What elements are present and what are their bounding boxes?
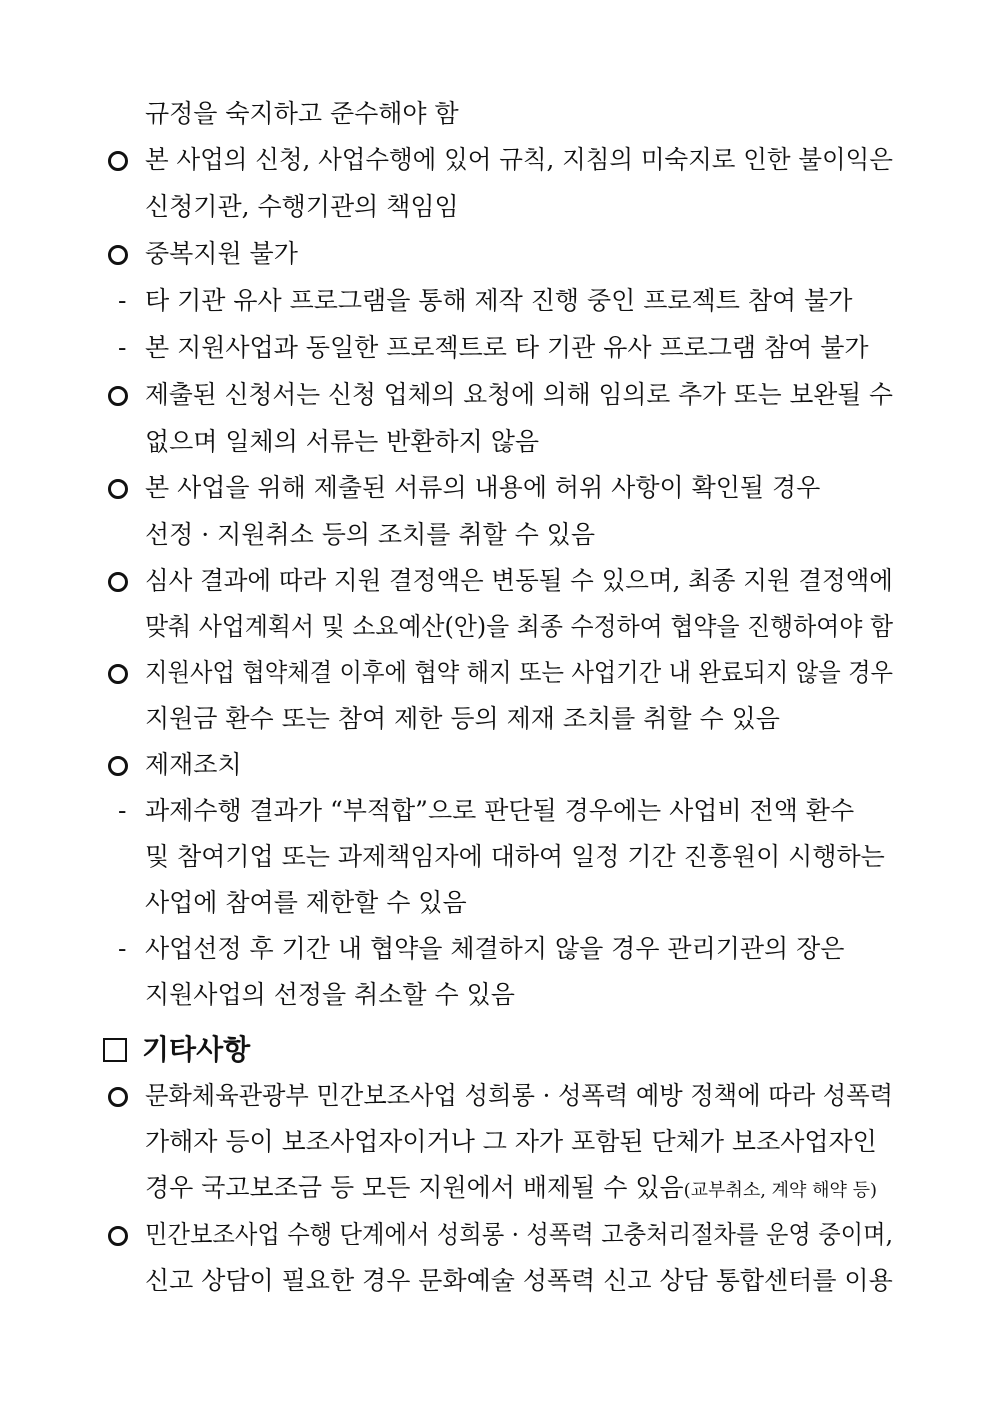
paragraph-note-text: (교부취소, 계약 해약 등) <box>683 1180 878 1201</box>
bullet-text: 중복지원 불가 <box>145 239 298 268</box>
text-line <box>0 512 992 558</box>
paragraph-text: 지원사업의 선정을 취소할 수 있음 <box>145 980 515 1009</box>
dash-item <box>0 278 992 324</box>
bullet-text: 지원사업 협약체결 이후에 협약 해지 또는 사업기간 내 완료되지 않을 경우 <box>145 658 894 687</box>
bullet-item <box>0 650 992 696</box>
bullet-text: 민간보조사업 수행 단계에서 성희롱 · 성폭력 고충처리절차를 운영 중이며, <box>145 1220 894 1249</box>
hollow-circle-icon <box>108 664 128 684</box>
hollow-circle-icon <box>108 386 128 406</box>
paragraph-text: 및 참여기업 또는 과제책임자에 대하여 일정 기간 진흥원이 시행하는 <box>145 842 885 871</box>
dash-item <box>0 926 992 972</box>
bullet-item <box>0 1073 992 1119</box>
bullet-text: 심사 결과에 따라 지원 결정액은 변동될 수 있으며, 최종 지원 결정액에 <box>145 566 893 595</box>
hollow-circle-icon <box>108 1087 128 1107</box>
paragraph-text: 신고 상담이 필요한 경우 문화예술 성폭력 신고 상담 통합센터를 이용 <box>145 1266 893 1295</box>
hollow-circle-icon <box>108 572 128 592</box>
bullet-text: 제재조치 <box>145 750 242 779</box>
paragraph-text: 없으며 일체의 서류는 반환하지 않음 <box>145 427 540 456</box>
paragraph-text: 가해자 등이 보조사업자이거나 그 자가 포함된 단체가 보조사업자인 <box>145 1127 877 1156</box>
text-line <box>0 604 992 650</box>
paragraph-text <box>145 1165 877 1214</box>
text-line <box>0 834 992 880</box>
bullet-item <box>0 558 992 604</box>
dash-marker: - <box>118 333 127 362</box>
section-heading <box>0 1026 992 1074</box>
dash-item <box>0 325 992 371</box>
dash-item <box>0 788 992 834</box>
bullet-item <box>0 372 992 418</box>
dash-text: 과제수행 결과가 “부적합”으로 판단될 경우에는 사업비 전액 환수 <box>145 796 855 825</box>
bullet-text: 문화체육관광부 민간보조사업 성희롱 · 성폭력 예방 정책에 따라 성폭력 <box>145 1081 894 1110</box>
empty-square-icon <box>103 1038 127 1062</box>
bullet-item <box>0 742 992 788</box>
hollow-circle-icon <box>108 756 128 776</box>
dash-text: 본 지원사업과 동일한 프로젝트로 타 기관 유사 프로그램 참여 불가 <box>145 333 869 362</box>
hollow-circle-icon <box>108 479 128 499</box>
paragraph-main-text: 경우 국고보조금 등 모든 지원에서 배제될 수 있음 <box>145 1173 684 1202</box>
text-line <box>0 696 992 742</box>
bullet-item <box>0 231 992 277</box>
paragraph-text: 맞춰 사업계획서 및 소요예산(안)을 최종 수정하여 협약을 진행하여야 함 <box>145 612 894 641</box>
dash-marker: - <box>118 286 127 315</box>
bullet-item <box>0 1212 992 1258</box>
hollow-circle-icon <box>108 245 128 265</box>
paragraph-text: 선정 · 지원취소 등의 조치를 취할 수 있음 <box>145 520 595 549</box>
bullet-item <box>0 465 992 511</box>
dash-text: 타 기관 유사 프로그램을 통해 제작 진행 중인 프로젝트 참여 불가 <box>145 286 853 315</box>
text-line <box>0 184 992 230</box>
text-line <box>0 1165 992 1211</box>
hollow-circle-icon <box>108 151 128 171</box>
text-line <box>0 880 992 926</box>
dash-marker: - <box>118 796 127 825</box>
paragraph-text: 규정을 숙지하고 준수해야 함 <box>145 99 459 128</box>
hollow-circle-icon <box>108 1226 128 1246</box>
dash-text: 사업선정 후 기간 내 협약을 체결하지 않을 경우 관리기관의 장은 <box>145 934 845 963</box>
section-heading-text: 기타사항 <box>142 1033 251 1066</box>
text-line <box>0 419 992 465</box>
text-line <box>0 1119 992 1165</box>
paragraph-text: 신청기관, 수행기관의 책임임 <box>145 192 459 221</box>
dash-marker: - <box>118 934 127 963</box>
bullet-text: 제출된 신청서는 신청 업체의 요청에 의해 임의로 추가 또는 보완될 수 <box>145 380 893 409</box>
text-line <box>0 972 992 1018</box>
paragraph-text: 사업에 참여를 제한할 수 있음 <box>145 888 467 917</box>
bullet-text: 본 사업의 신청, 사업수행에 있어 규칙, 지침의 미숙지로 인한 불이익은 <box>145 145 893 174</box>
text-line <box>0 91 992 137</box>
bullet-item <box>0 137 992 183</box>
paragraph-text: 지원금 환수 또는 참여 제한 등의 제재 조치를 취할 수 있음 <box>145 704 780 733</box>
text-line <box>0 1258 992 1304</box>
bullet-text: 본 사업을 위해 제출된 서류의 내용에 허위 사항이 확인될 경우 <box>145 473 821 502</box>
